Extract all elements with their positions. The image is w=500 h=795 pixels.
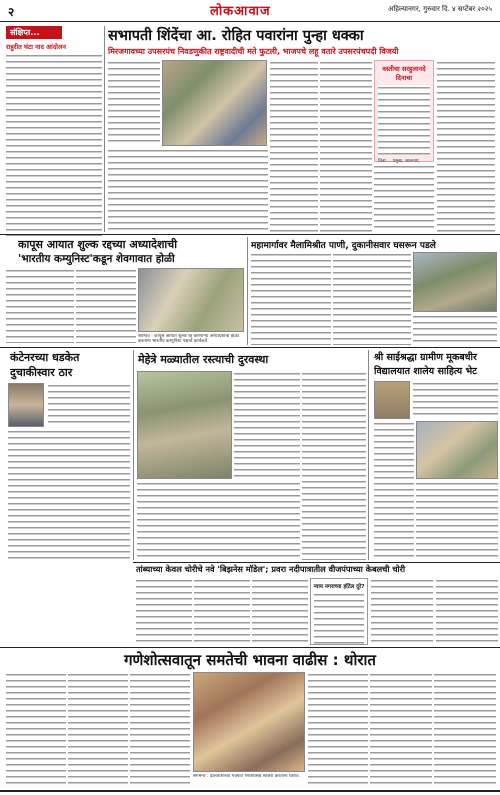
- section-rule: [0, 647, 500, 648]
- mehetre-photo: [137, 371, 232, 479]
- lead-body-col6: [437, 60, 495, 232]
- lead-inset-body: [378, 85, 430, 155]
- lead-body-col2: [108, 148, 268, 232]
- container-headline-1: कंटेनरच्या धडकेत: [10, 351, 80, 364]
- kapus-headline-2: 'भारतीय कम्युनिस्ट'कडून शेवगावात होळी: [18, 253, 175, 265]
- mehetre-body-col1: [234, 371, 300, 479]
- lead-body-col1: [108, 60, 160, 145]
- sai-headline-2: विद्यालयात शालेय साहित्य भेट: [374, 366, 477, 377]
- lead-body-col3: [270, 60, 318, 232]
- mahamarg-headline: महामार्गावर मैलामिश्रीत पाणी, दुकानीसवार घसरून पडले: [251, 241, 436, 251]
- sai-body-col2: [374, 421, 414, 560]
- brief-column: [6, 42, 102, 232]
- tambya-body-col1: [136, 578, 192, 645]
- tambya-body-col4: [371, 578, 433, 645]
- ganesh-body-col6: [434, 672, 496, 788]
- ganesh-body-col4: [308, 672, 368, 788]
- ganesh-body-col1: [6, 672, 66, 788]
- kapus-photo-caption: शेवगाव : कापूस आयात शुल्क रद्द करणाऱ्या अध्यादेशाची होळी करताना भारतीय कम्युनिस्ट पक्षाचे कार्यकर्ते.: [138, 334, 240, 344]
- sai-small-photo: [374, 381, 410, 419]
- sai-headline-1: श्री साईश्रद्धा ग्रामीण मूकबधीर: [374, 352, 477, 363]
- lead-body-col5: [374, 164, 434, 232]
- column-divider: [368, 350, 369, 560]
- lead-inset-byline: चित्रा ... प्रमुख, जालनाय,: [378, 159, 420, 164]
- section-rule: [0, 234, 500, 235]
- column-divider: [247, 237, 248, 345]
- lead-subhead: मिरजगावच्या उपसरपंच निवडणुकीत राष्ट्रवादीची मते फुटली, भाजपचे लहू वतारे उपसरपंचपदी विजयी: [108, 47, 399, 56]
- sai-body-col3: [416, 481, 498, 560]
- container-body-col1: [48, 383, 130, 427]
- brief-body: [6, 53, 102, 236]
- mahamarg-photo: [413, 252, 497, 312]
- tambya-inset-box: [310, 578, 368, 645]
- tambya-body-col3: [252, 578, 308, 645]
- mahamarg-body-col1: [251, 252, 331, 345]
- lead-photo: [162, 60, 267, 146]
- ganesh-photo: [193, 672, 305, 772]
- lead-headline: सभापती शिंदेंचा आ. रोहित पवारांना पुन्हा धक्का: [108, 28, 364, 44]
- sankshipt-tag: संक्षिप्त...: [6, 26, 62, 39]
- brief-title: राहुरीत घंटा नाद आंदोलन: [6, 43, 66, 51]
- masthead: [0, 0, 500, 22]
- column-divider: [104, 26, 105, 232]
- kapus-photo: [138, 268, 244, 332]
- tambya-inset-title: न्याय नगराच्या हॉटेल दूरे?: [313, 584, 365, 590]
- lead-inset-box: [374, 60, 434, 162]
- container-victim-photo: [8, 383, 44, 427]
- sai-group-photo: [416, 421, 498, 479]
- mehetre-body-col2: [137, 481, 300, 560]
- kapus-body-col1: [6, 268, 74, 343]
- kapus-body-col2: [76, 268, 136, 343]
- lead-body-col4: [320, 60, 372, 232]
- dateline: अहिल्यानगर, गुरुवार दि. ४ सप्टेंबर २०२५: [388, 5, 492, 13]
- mehetre-headline: मेहेत्रे मळ्यातील रस्त्याची दुरवस्था: [138, 353, 269, 366]
- ganesh-photo-caption: संगमनेर : ढोलताशांच्या गजरात गणेशोत्सव साजरा करताना थोरात.: [193, 774, 300, 779]
- ganesh-headline: गणेशोत्सवातून समतेची भावना वाढीस : थोरात: [124, 651, 376, 669]
- ganesh-body-col5: [370, 672, 432, 788]
- tambya-inset-body: [314, 592, 364, 644]
- newspaper-logo: लोकआवाज: [210, 4, 271, 19]
- container-headline-2: दुचाकीस्वार ठार: [10, 366, 73, 379]
- container-body-col2: [8, 429, 130, 560]
- ganesh-body-col2: [68, 672, 128, 788]
- mahamarg-body-col3: [413, 314, 497, 345]
- footer-rule: [0, 790, 500, 792]
- page-number: २: [8, 5, 15, 19]
- tambya-body-col2: [194, 578, 250, 645]
- section-rule: [0, 347, 500, 348]
- sai-body-col1: [413, 381, 498, 419]
- tambya-body-col5: [436, 578, 498, 645]
- column-divider: [133, 350, 134, 560]
- kapus-headline-1: कापूस आयात शुल्क रद्दच्या अध्यादेशाची: [18, 238, 178, 251]
- tambya-headline: तांब्याच्या केवल चोरीचे नवे 'बिझनेस मॉडेल'; प्रवरा नदीपात्रातील वीजपंपाच्या केबलची चोरी: [136, 564, 406, 574]
- mehetre-body-col3: [302, 371, 366, 560]
- mahamarg-body-col2: [333, 252, 411, 345]
- lead-inset-title: वस्तीचा सरहुलानदे दिनाचा: [382, 65, 426, 82]
- ganesh-body-col3: [130, 672, 190, 788]
- section-rule: [133, 562, 500, 563]
